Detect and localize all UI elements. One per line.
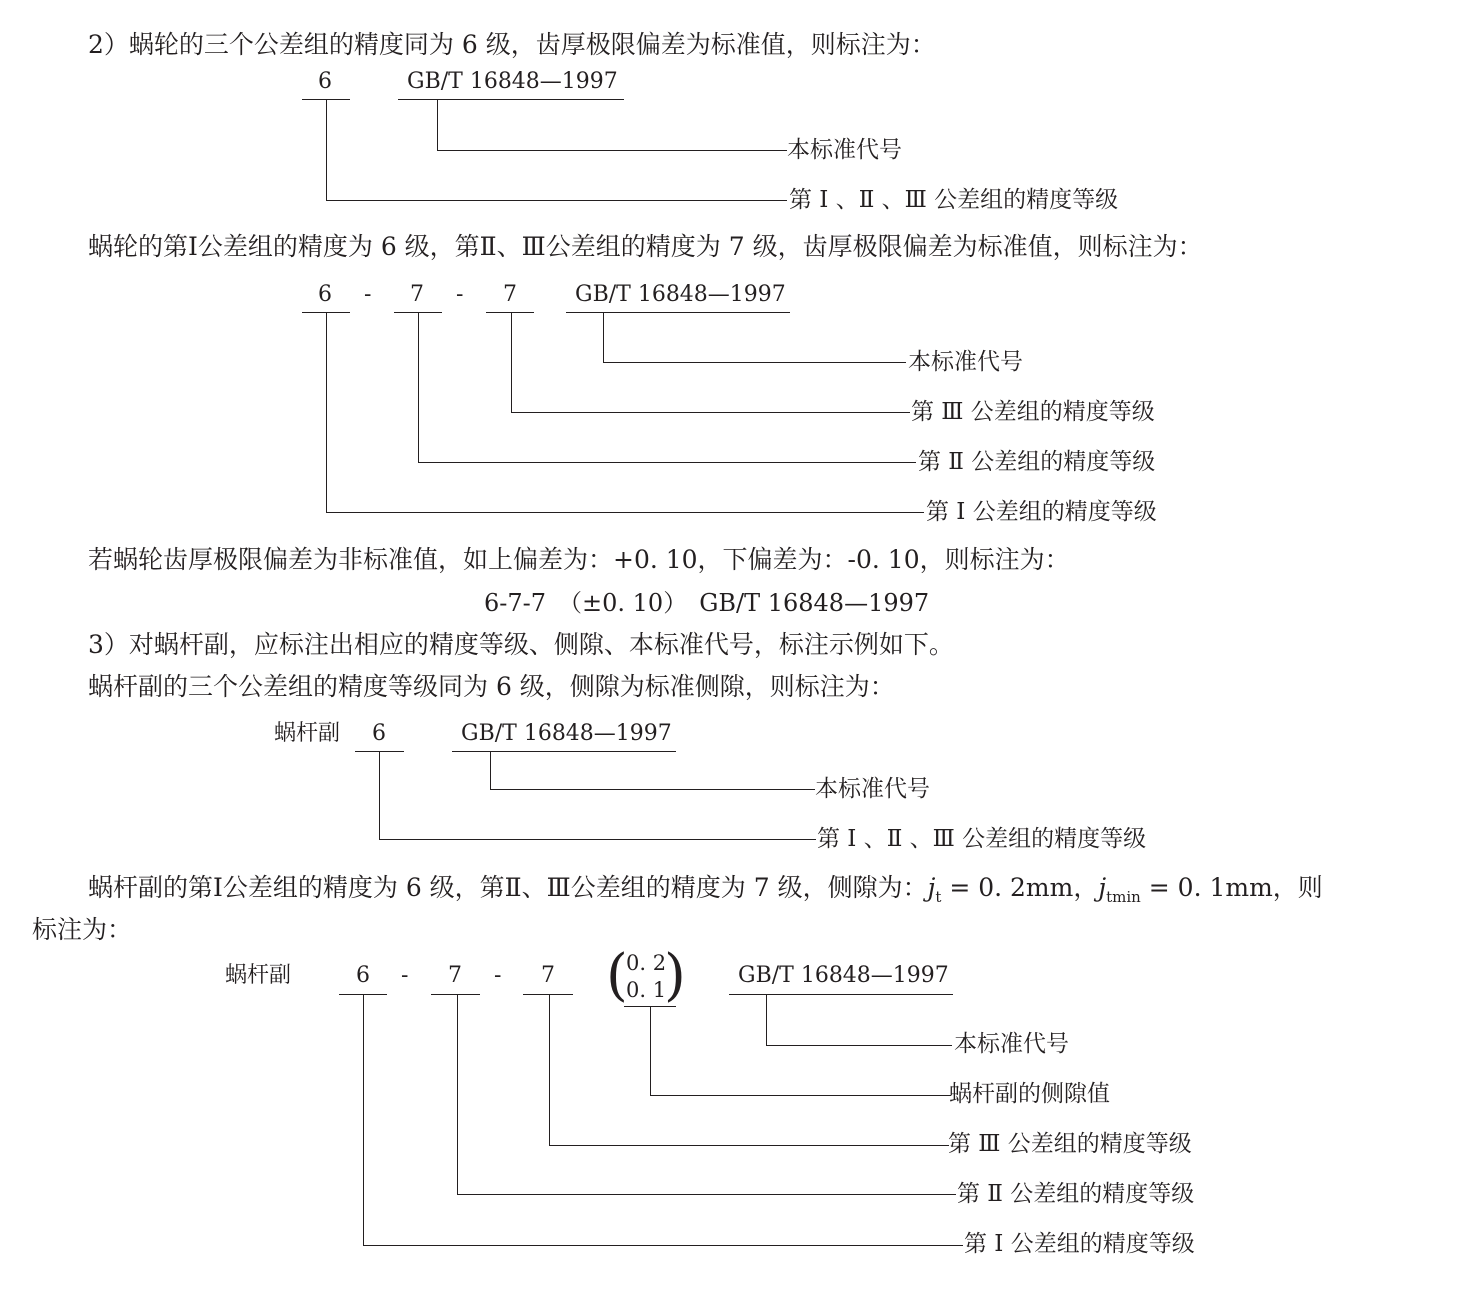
leader-grade-2-horizontal — [457, 1194, 956, 1195]
standard-code-label: GB/T 16848—1997 — [738, 963, 949, 988]
annotation-grade-2: 第 Ⅱ 公差组的精度等级 — [918, 449, 1156, 475]
right-parenthesis: ) — [664, 943, 686, 1008]
paragraph-text: 蜗杆副的第Ⅰ公差组的精度为 6 级，第Ⅱ、Ⅲ公差组的精度为 7 级，侧隙为： — [88, 873, 928, 902]
grade-3-underline — [486, 312, 534, 313]
dash-label: - — [401, 963, 409, 988]
annotation-standard-code: 本标准代号 — [815, 776, 930, 802]
leader-standard-horizontal — [766, 1045, 952, 1046]
grade-2-label: 7 — [448, 963, 462, 988]
leader-standard-vertical — [603, 312, 604, 362]
grade-2-label: 7 — [410, 282, 424, 307]
dash-label: - — [456, 282, 464, 307]
leader-grade-3-vertical — [549, 994, 550, 1145]
backlash-subscript: t — [935, 888, 942, 906]
leader-grade-3-horizontal — [549, 1145, 949, 1146]
leader-standard-horizontal — [490, 789, 815, 790]
annotation-grade-3: 第 Ⅲ 公差组的精度等级 — [911, 399, 1155, 425]
paragraph-text: = 0. 2mm， — [941, 873, 1099, 902]
grade-2-underline — [431, 994, 480, 995]
paragraph-worm-wheel-same-grade: 2）蜗轮的三个公差组的精度同为 6 级，齿厚极限偏差为标准值，则标注为： — [88, 30, 936, 59]
annotation-standard-code: 本标准代号 — [908, 349, 1023, 375]
standard-underline — [452, 751, 676, 752]
leader-grade-vertical — [326, 99, 327, 200]
leader-grade-1-horizontal — [363, 1245, 963, 1246]
leader-grade-horizontal — [379, 839, 816, 840]
backlash-symbol: j — [927, 873, 936, 902]
leader-grade-1-vertical — [363, 994, 364, 1245]
leader-grade-2-vertical — [418, 312, 419, 462]
paragraph-worm-pair-mixed-grade — [88, 873, 1323, 912]
standard-code-label: GB/T 16848—1997 — [461, 721, 672, 746]
prefix-label: 蜗杆副 — [274, 721, 341, 746]
leader-grade-horizontal — [326, 200, 787, 201]
annotation-standard-code: 本标准代号 — [787, 137, 902, 163]
standard-code-label: GB/T 16848—1997 — [575, 282, 786, 307]
paragraph-continuation: 标注为： — [32, 915, 133, 944]
leader-standard-vertical — [766, 994, 767, 1045]
standard-underline — [729, 994, 953, 995]
min-backlash-subscript: tmin — [1106, 888, 1141, 906]
leader-grade-2-vertical — [457, 994, 458, 1194]
leader-standard-horizontal — [437, 150, 787, 151]
grade-3-label: 7 — [541, 963, 555, 988]
paragraph-worm-pair-intro: 3）对蜗杆副，应标注出相应的精度等级、侧隙、本标准代号，标注示例如下。 — [88, 630, 954, 659]
grade-label: 6 — [372, 721, 386, 746]
leader-standard-vertical — [437, 99, 438, 150]
prefix-label: 蜗杆副 — [225, 963, 292, 988]
paragraph-worm-wheel-mixed-grade: 蜗轮的第Ⅰ公差组的精度为 6 级，第Ⅱ、Ⅲ公差组的精度为 7 级，齿厚极限偏差为标准值，则标注为： — [88, 232, 1203, 261]
standard-underline — [566, 312, 790, 313]
annotation-clearance: 蜗杆副的侧隙值 — [949, 1081, 1110, 1107]
paragraph-text: = 0. 1mm，则 — [1140, 873, 1323, 902]
standard-underline — [398, 99, 624, 100]
grade-3-underline — [523, 994, 573, 995]
grade-3-label: 7 — [503, 282, 517, 307]
annotation-grades: 第 Ⅰ 、Ⅱ 、Ⅲ 公差组的精度等级 — [817, 826, 1147, 852]
clearance-bottom-label: 0. 1 — [626, 978, 667, 1002]
paragraph-worm-pair-same-grade: 蜗杆副的三个公差组的精度等级同为 6 级，侧隙为标准侧隙，则标注为： — [88, 672, 895, 701]
dash-label: - — [494, 963, 502, 988]
annotation-grades: 第 Ⅰ 、Ⅱ 、Ⅲ 公差组的精度等级 — [789, 187, 1119, 213]
clearance-top-label: 0. 2 — [626, 951, 667, 975]
leader-grade-1-horizontal — [326, 512, 924, 513]
standard-code-label: GB/T 16848—1997 — [407, 69, 618, 94]
min-backlash-symbol: j — [1098, 873, 1107, 902]
formula-nonstandard-notation: 6-7-7 （±0. 10） GB/T 16848—1997 — [484, 589, 930, 617]
leader-clearance-horizontal — [650, 1095, 951, 1096]
annotation-grade-1: 第 Ⅰ 公差组的精度等级 — [964, 1231, 1195, 1257]
paragraph-nonstandard-deviation: 若蜗轮齿厚极限偏差为非标准值，如上偏差为：+0. 10，下偏差为：-0. 10，则标注为： — [88, 545, 1070, 574]
annotation-grade-2: 第 Ⅱ 公差组的精度等级 — [957, 1181, 1195, 1207]
grade-1-label: 6 — [318, 282, 332, 307]
leader-standard-vertical — [490, 751, 491, 789]
leader-grade-vertical — [379, 751, 380, 839]
leader-standard-horizontal — [603, 362, 906, 363]
annotation-standard-code: 本标准代号 — [954, 1031, 1069, 1057]
dash-label: - — [364, 282, 372, 307]
leader-grade-1-vertical — [326, 312, 327, 512]
left-parenthesis: ( — [606, 943, 628, 1008]
grade-label: 6 — [318, 69, 332, 94]
annotation-grade-3: 第 Ⅲ 公差组的精度等级 — [948, 1131, 1192, 1157]
leader-grade-3-vertical — [511, 312, 512, 412]
leader-grade-2-horizontal — [418, 462, 916, 463]
leader-grade-3-horizontal — [511, 412, 910, 413]
leader-clearance-vertical — [650, 1006, 651, 1095]
grade-1-label: 6 — [356, 963, 370, 988]
annotation-grade-1: 第 Ⅰ 公差组的精度等级 — [926, 499, 1157, 525]
